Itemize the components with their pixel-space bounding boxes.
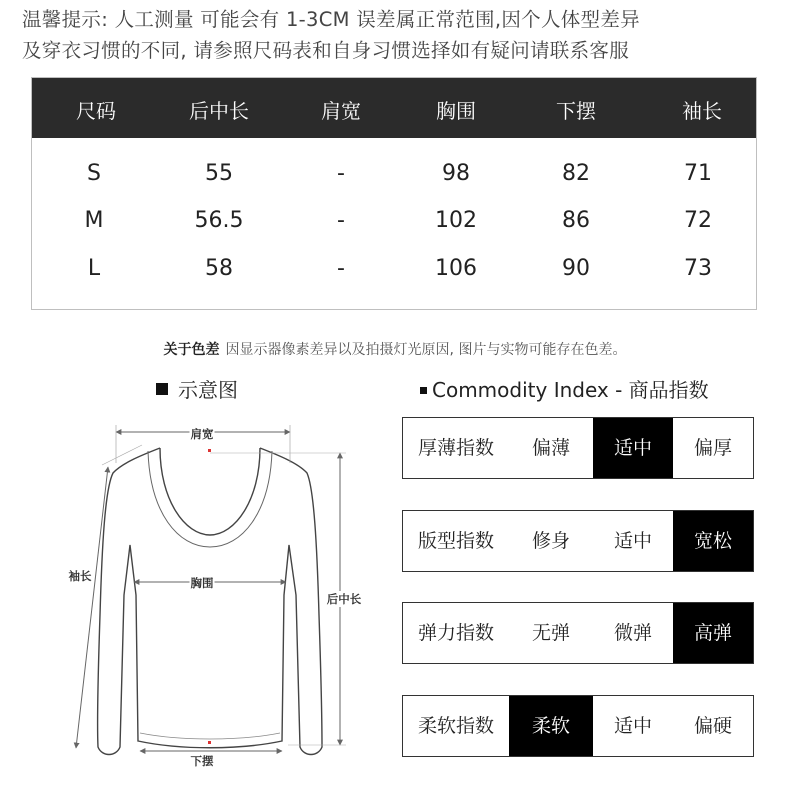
diagram-title-text: 示意图 [178, 378, 238, 402]
index-option: 微弹 [613, 622, 652, 644]
size-table-header [32, 78, 756, 138]
index-label: 版型指数 [417, 530, 494, 552]
index-option-selected: 柔软 [509, 696, 593, 756]
table-cell: 106 [435, 256, 477, 281]
table-cell: S [87, 161, 101, 186]
table-cell: 72 [684, 208, 712, 233]
index-label: 弹力指数 [417, 622, 494, 644]
diagram-title [156, 374, 238, 403]
table-cell: 82 [562, 161, 590, 186]
header-sleeve: 袖长 [682, 99, 722, 123]
table-cell: 86 [562, 208, 590, 233]
size-table [31, 77, 757, 310]
hem-label: 下摆 [190, 754, 214, 768]
table-cell: - [337, 208, 345, 233]
square-bullet-icon [420, 387, 427, 394]
elasticity-index [402, 602, 754, 664]
index-option: 偏硬 [693, 715, 732, 737]
index-option: 适中 [613, 715, 652, 737]
index-option-selected: 高弹 [673, 603, 753, 663]
table-cell: L [87, 256, 101, 281]
notice-line-2: 及穿衣习惯的不同, 请参照尺码表和自身习惯选择如有疑问请联系客服 [22, 39, 629, 62]
index-label: 柔软指数 [417, 715, 494, 737]
table-cell: 58 [205, 256, 233, 281]
softness-index [402, 695, 754, 757]
table-cell: 56.5 [194, 208, 244, 233]
shoulder-label: 肩宽 [190, 427, 214, 441]
index-option-selected: 适中 [593, 418, 673, 478]
header-chest: 胸围 [436, 99, 476, 123]
index-option-selected: 宽松 [673, 511, 753, 571]
commodity-index-title-text: Commodity Index - 商品指数 [432, 378, 709, 402]
table-cell: - [337, 161, 345, 186]
table-cell: - [337, 256, 345, 281]
table-cell: 98 [442, 161, 470, 186]
thickness-index [402, 417, 754, 479]
index-option: 偏薄 [531, 437, 570, 459]
table-cell: 55 [205, 161, 233, 186]
index-label: 厚薄指数 [417, 437, 494, 459]
header-back-length: 后中长 [189, 99, 249, 123]
square-bullet-icon [156, 383, 168, 395]
notice-line-1: 温馨提示: 人工测量 可能会有 1-3CM 误差属正常范围,因个人体型差异 [22, 8, 640, 31]
table-cell: 102 [435, 208, 477, 233]
index-option: 无弹 [531, 622, 570, 644]
table-cell: M [84, 208, 104, 233]
garment-diagram [50, 405, 380, 785]
index-option: 修身 [531, 530, 570, 552]
header-shoulder: 肩宽 [321, 99, 361, 123]
table-cell: 73 [684, 256, 712, 281]
table-cell: 90 [562, 256, 590, 281]
index-option: 适中 [613, 530, 652, 552]
size-notice [22, 4, 772, 66]
color-difference-note [0, 339, 790, 359]
sleeve-label: 袖长 [68, 569, 92, 583]
commodity-index-title [420, 374, 709, 403]
back-length-label: 后中长 [326, 592, 362, 606]
header-size: 尺码 [76, 99, 116, 123]
fit-index [402, 510, 754, 572]
header-hem: 下摆 [556, 99, 596, 123]
index-option: 偏厚 [693, 437, 732, 459]
color-note-label: 关于色差 [163, 342, 220, 358]
color-note-text: 因显示器像素差异以及拍摄灯光原因, 图片与实物可能存在色差。 [225, 342, 627, 358]
chest-label: 胸围 [190, 576, 214, 590]
table-cell: 71 [684, 161, 712, 186]
